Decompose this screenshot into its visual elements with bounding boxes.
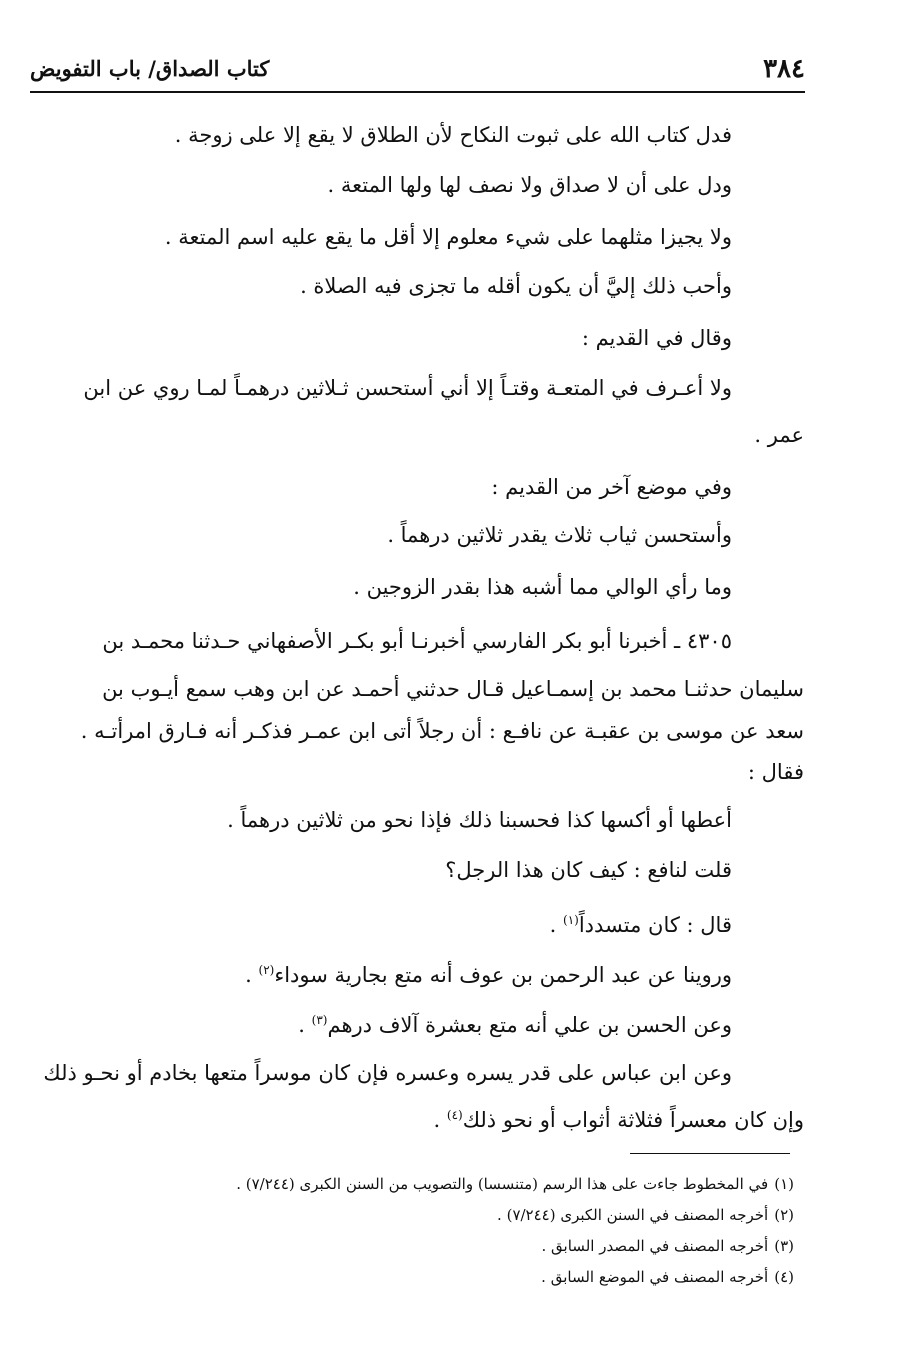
text-line: فقال :: [747, 760, 804, 784]
header-rule: [30, 91, 805, 93]
line-end: .: [245, 963, 259, 987]
footnote-text: أخرجه المصنف في السنن الكبرى (٧/٢٤٤) .: [497, 1206, 769, 1224]
text-line: [434, 1100, 804, 1135]
text-line: [245, 955, 732, 990]
text-line: سليمان حدثنـا محمد بن إسمـاعيل قـال حدثني أحمـد عن ابن وهب سمع أيـوب بن: [102, 677, 804, 701]
text-line: ودل على أن لا صداق ولا نصف لها ولها المتعة .: [327, 173, 732, 197]
text-line: ولا أعـرف في المتعـة وقتـاً إلا أني أستحسن ثـلاثين درهمـاً لمـا روي عن ابن: [83, 376, 732, 400]
page-number: ٣٨٤: [763, 54, 805, 84]
footnote-text: أخرجه المصنف في الموضع السابق .: [541, 1268, 769, 1286]
text-line: [298, 1005, 732, 1040]
footnote-number: (٣): [774, 1237, 794, 1255]
text-line: ولا يجيزا مثلهما على شيء معلوم إلا أقل ما يقع عليه اسم المتعة .: [164, 225, 732, 249]
text-line: أعطها أو أكسها كذا فحسبنا ذلك فإذا نحو من ثلاثين درهماً .: [227, 808, 732, 832]
footnote-number: (٢): [774, 1206, 794, 1224]
text-line: وما رأي الوالي مما أشبه هذا بقدر الزوجين .: [353, 575, 732, 599]
page-header: [30, 48, 805, 88]
hadith-number-line: ٤٣٠٥ ـ أخبرنا أبو بكر الفارسي أخبرنـا أبو بكـر الأصفهاني حـدثنا محمـد بن: [102, 629, 732, 653]
footnote: [236, 1173, 794, 1195]
footnote-text: أخرجه المصنف في المصدر السابق .: [541, 1237, 769, 1255]
text-line: وعن ابن عباس على قدر يسره وعسره فإن كان موسراً متعها بخادم أو نحـو ذلك: [43, 1061, 732, 1085]
footnote: [541, 1266, 794, 1288]
footnote-ref[interactable]: (٢): [258, 963, 275, 977]
footnote-text: في المخطوط جاءت على هذا الرسم (متنسسا) والتصويب من السنن الكبرى (٧/٢٤٤) .: [236, 1175, 769, 1193]
footnote-ref[interactable]: (٤): [446, 1108, 463, 1122]
text-line: فدل كتاب الله على ثبوت النكاح لأن الطلاق لا يقع إلا على زوجة .: [174, 123, 732, 147]
footnote-number: (٤): [774, 1268, 794, 1286]
running-title: كتاب الصداق/ باب التفويض: [30, 56, 270, 81]
footnote-rule: [630, 1153, 790, 1154]
text-line: وفي موضع آخر من القديم :: [491, 475, 732, 499]
text-line: عمر .: [754, 423, 804, 447]
line-text: وإن كان معسراً فثلاثة أثواب أو نحو ذلك: [462, 1108, 804, 1132]
line-end: .: [549, 913, 564, 937]
footnote-number: (١): [774, 1175, 794, 1193]
line-end: .: [433, 1108, 447, 1132]
text-line: وأحب ذلك إليَّ أن يكون أقله ما تجزى فيه الصلاة .: [300, 274, 732, 298]
text-line: سعد عن موسى بن عقبـة عن نافـع : أن رجلاً أتى ابن عمـر فذكـر أنه فـارق امرأتـه .: [80, 719, 804, 743]
text-line: قلت لنافع : كيف كان هذا الرجل؟: [445, 858, 732, 882]
text-line: [550, 905, 732, 940]
line-text: وعن الحسن بن علي أنه متع بعشرة آلاف درهم: [327, 1013, 732, 1037]
footnote: [497, 1204, 794, 1226]
footnote-ref[interactable]: (٣): [311, 1013, 328, 1027]
footnote-ref[interactable]: (١): [563, 913, 579, 927]
footnote: [542, 1235, 794, 1257]
text-line: وأستحسن ثياب ثلاث يقدر ثلاثين درهماً .: [387, 523, 732, 547]
line-end: .: [298, 1013, 312, 1037]
text-line: وقال في القديم :: [581, 326, 732, 350]
line-text: وروينا عن عبد الرحمن بن عوف أنه متع بجارية سوداء: [274, 963, 732, 987]
line-text: قال : كان متسدداً: [578, 913, 732, 937]
